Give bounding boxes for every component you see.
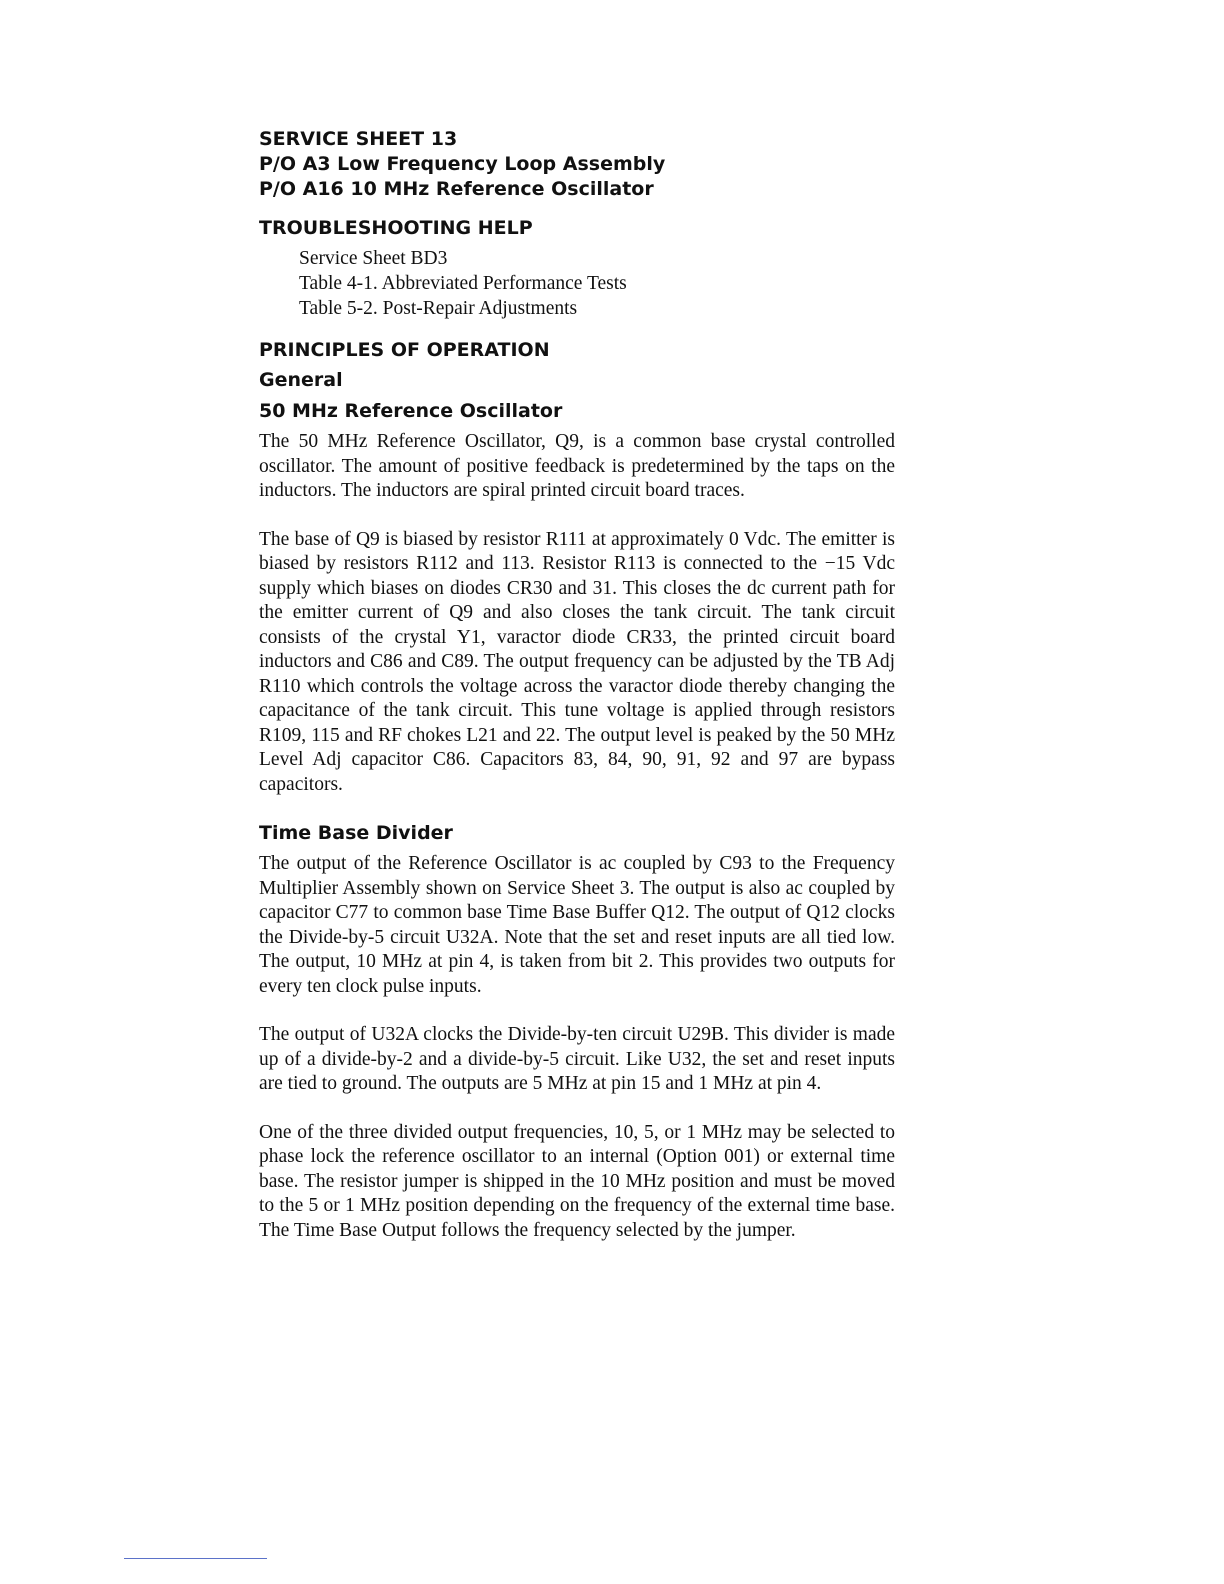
paragraph: The output of the Reference Oscillator is ac coupled by C93 to the Frequency Multiplier Assembly shown on Service Sheet 3. The output is also ac coupled by capacitor C77 to common base Time Base Buffer Q12. The output of Q12 clocks the Divide-by-5 circuit U32A. Note that the set and reset inputs are all tied low. The output, 10 MHz at pin 4, is taken from bit 2. This provides two outputs for every ten clock pulse inputs. (259, 853, 895, 997)
assembly-title-a3: P/O A3 Low Frequency Loop Assembly (259, 153, 666, 175)
general-heading: General (259, 369, 343, 391)
paragraph: The output of U32A clocks the Divide-by-ten circuit U29B. This divider is made up of a divide-by-2 and a divide-by-5 circuit. Like U32, the set and reset inputs are tied to ground. The outputs are 5 MHz at pin 15 and 1 MHz at pin 4. (259, 1024, 895, 1094)
principles-heading: PRINCIPLES OF OPERATION (259, 339, 550, 361)
service-sheet-page (259, 127, 895, 1267)
paragraph: The 50 MHz Reference Oscillator, Q9, is a common base crystal controlled oscillator. The amount of positive feedback is predetermined by the taps on the inductors. The inductors are spiral printed circuit board traces. (259, 431, 895, 501)
title-block (259, 127, 895, 202)
troubleshooting-heading: TROUBLESHOOTING HELP (259, 217, 533, 239)
time-base-divider-heading: Time Base Divider (259, 822, 453, 844)
list-item: Service Sheet BD3 (299, 248, 448, 269)
paragraph: One of the three divided output frequencies, 10, 5, or 1 MHz may be selected to phase lock the reference oscillator to an internal (Option 001) or external time base. The resistor jumper is shipped in the 10 MHz position and must be moved to the 5 or 1 MHz position depending on the frequency of the external time base. The Time Base Output follows the frequency selected by the jumper. (259, 1121, 895, 1241)
list-item: Table 4-1. Abbreviated Performance Tests (299, 273, 627, 294)
troubleshooting-list (299, 246, 895, 321)
reference-oscillator-heading: 50 MHz Reference Oscillator (259, 400, 563, 422)
paragraph: The base of Q9 is biased by resistor R111 at approximately 0 Vdc. The emitter is biased by resistors R112 and 113. Resistor R113 is connected to the −15 Vdc supply which biases on diodes CR30 and 31. This closes the dc current path for the emitter current of Q9 and also closes the tank circuit. The tank circuit consists of the crystal Y1, varactor diode CR33, the printed circuit board inductors and C86 and C89. The output frequency can be adjusted by the TB Adj R110 which controls the voltage across the varactor diode thereby changing the capacitance of the tank circuit. This tune voltage is applied through resistors R109, 115 and RF chokes L21 and 22. The output level is peaked by the 50 MHz Level Adj capacitor C86. Capacitors 83, 84, 90, 91, 92 and 97 are bypass capacitors. (259, 528, 895, 795)
list-item: Table 5-2. Post-Repair Adjustments (299, 298, 578, 319)
service-sheet-number: SERVICE SHEET 13 (259, 128, 458, 150)
footnote-divider (124, 1558, 267, 1559)
assembly-title-a16: P/O A16 10 MHz Reference Oscillator (259, 178, 654, 200)
